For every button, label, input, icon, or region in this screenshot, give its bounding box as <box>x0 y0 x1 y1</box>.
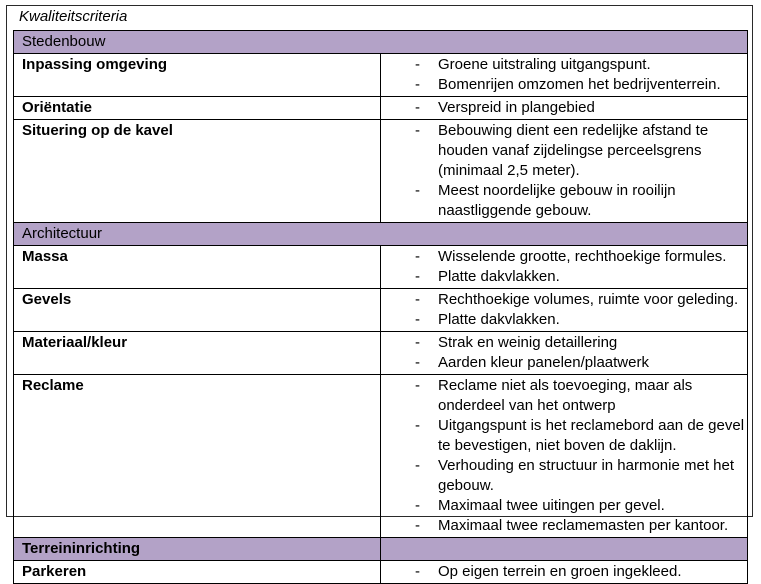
dash-bullet: - <box>415 248 420 265</box>
dash-bullet: - <box>415 76 420 93</box>
criteria-list <box>381 290 747 330</box>
dash-bullet: - <box>415 311 420 328</box>
dash-bullet: - <box>415 354 420 371</box>
criteria-content <box>381 246 748 289</box>
list-item-text: Aarden kleur panelen/plaatwerk <box>438 354 649 371</box>
criteria-list <box>381 55 747 95</box>
section-title: Architectuur <box>14 223 748 246</box>
dash-bullet: - <box>415 377 420 394</box>
list-item-text: Rechthoekige volumes, ruimte voor geleding. <box>438 291 739 308</box>
criteria-list <box>381 121 747 221</box>
criteria-row <box>14 332 748 375</box>
dash-bullet: - <box>415 334 420 351</box>
list-item <box>381 75 747 95</box>
criteria-label: Materiaal/kleur <box>14 332 381 375</box>
list-item <box>381 333 747 353</box>
dash-bullet: - <box>415 182 420 199</box>
list-item-text: Verspreid in plangebied <box>438 99 595 116</box>
section-title: Stedenbouw <box>14 31 748 54</box>
section-filler <box>381 538 748 561</box>
criteria-content <box>381 54 748 97</box>
criteria-content <box>381 561 748 584</box>
list-item-text: Meest noordelijke gebouw in rooilijn naastliggende gebouw. <box>438 182 676 219</box>
dash-bullet: - <box>415 497 420 514</box>
criteria-row <box>14 246 748 289</box>
list-item-text: Platte dakvlakken. <box>438 268 560 285</box>
criteria-content <box>381 375 748 538</box>
list-item-text: Groene uitstraling uitgangspunt. <box>438 56 651 73</box>
dash-bullet: - <box>415 99 420 116</box>
list-item-text: Verhouding en structuur in harmonie met het gebouw. <box>438 457 735 494</box>
list-item-text: Strak en weinig detaillering <box>438 334 618 351</box>
criteria-row <box>14 289 748 332</box>
dash-bullet: - <box>415 417 420 434</box>
criteria-content <box>381 332 748 375</box>
list-item-text: Maximaal twee reclamemasten per kantoor. <box>438 517 729 534</box>
dash-bullet: - <box>415 457 420 474</box>
criteria-list <box>381 376 747 536</box>
list-item <box>381 55 747 75</box>
criteria-label: Parkeren <box>14 561 381 584</box>
list-item-text: Platte dakvlakken. <box>438 311 560 328</box>
list-item <box>381 267 747 287</box>
criteria-row <box>14 97 748 120</box>
criteria-label: Reclame <box>14 375 381 538</box>
list-item <box>381 98 747 118</box>
list-item <box>381 353 747 373</box>
list-item-text: Uitgangspunt is het reclamebord aan de gevel te bevestigen, niet boven de daklijn. <box>438 417 745 454</box>
list-item <box>381 516 747 536</box>
criteria-list <box>381 333 747 373</box>
criteria-list <box>381 247 747 287</box>
caption: Kwaliteitscriteria <box>19 8 128 25</box>
section-title: Terreininrichting <box>14 538 381 561</box>
criteria-row <box>14 561 748 584</box>
list-item <box>381 562 747 582</box>
section-row <box>14 538 748 561</box>
criteria-label: Oriëntatie <box>14 97 381 120</box>
criteria-content <box>381 97 748 120</box>
list-item <box>381 290 747 310</box>
list-item <box>381 416 747 456</box>
list-item-text: Wisselende grootte, rechthoekige formules. <box>438 248 727 265</box>
criteria-row <box>14 375 748 538</box>
section-row <box>14 31 748 54</box>
criteria-row <box>14 54 748 97</box>
list-item-text: Maximaal twee uitingen per gevel. <box>438 497 665 514</box>
criteria-label: Situering op de kavel <box>14 120 381 223</box>
list-item-text: Reclame niet als toevoeging, maar als onderdeel van het ontwerp <box>438 377 693 414</box>
list-item <box>381 376 747 416</box>
criteria-content <box>381 289 748 332</box>
list-item-text: Bebouwing dient een redelijke afstand te houden vanaf zijdelingse perceelsgrens (minimaal 2,5 meter). <box>438 122 709 179</box>
criteria-label: Gevels <box>14 289 381 332</box>
list-item <box>381 496 747 516</box>
list-item <box>381 247 747 267</box>
dash-bullet: - <box>415 122 420 139</box>
criteria-content <box>381 120 748 223</box>
criteria-list <box>381 98 747 118</box>
list-item <box>381 310 747 330</box>
list-item <box>381 121 747 181</box>
section-row <box>14 223 748 246</box>
criteria-list <box>381 562 747 582</box>
criteria-row <box>14 120 748 223</box>
dash-bullet: - <box>415 563 420 580</box>
list-item <box>381 181 747 221</box>
dash-bullet: - <box>415 268 420 285</box>
dash-bullet: - <box>415 291 420 308</box>
dash-bullet: - <box>415 56 420 73</box>
list-item-text: Bomenrijen omzomen het bedrijventerrein. <box>438 76 721 93</box>
criteria-label: Massa <box>14 246 381 289</box>
criteria-label: Inpassing omgeving <box>14 54 381 97</box>
list-item-text: Op eigen terrein en groen ingekleed. <box>438 563 682 580</box>
list-item <box>381 456 747 496</box>
criteria-table <box>13 30 748 584</box>
dash-bullet: - <box>415 517 420 534</box>
